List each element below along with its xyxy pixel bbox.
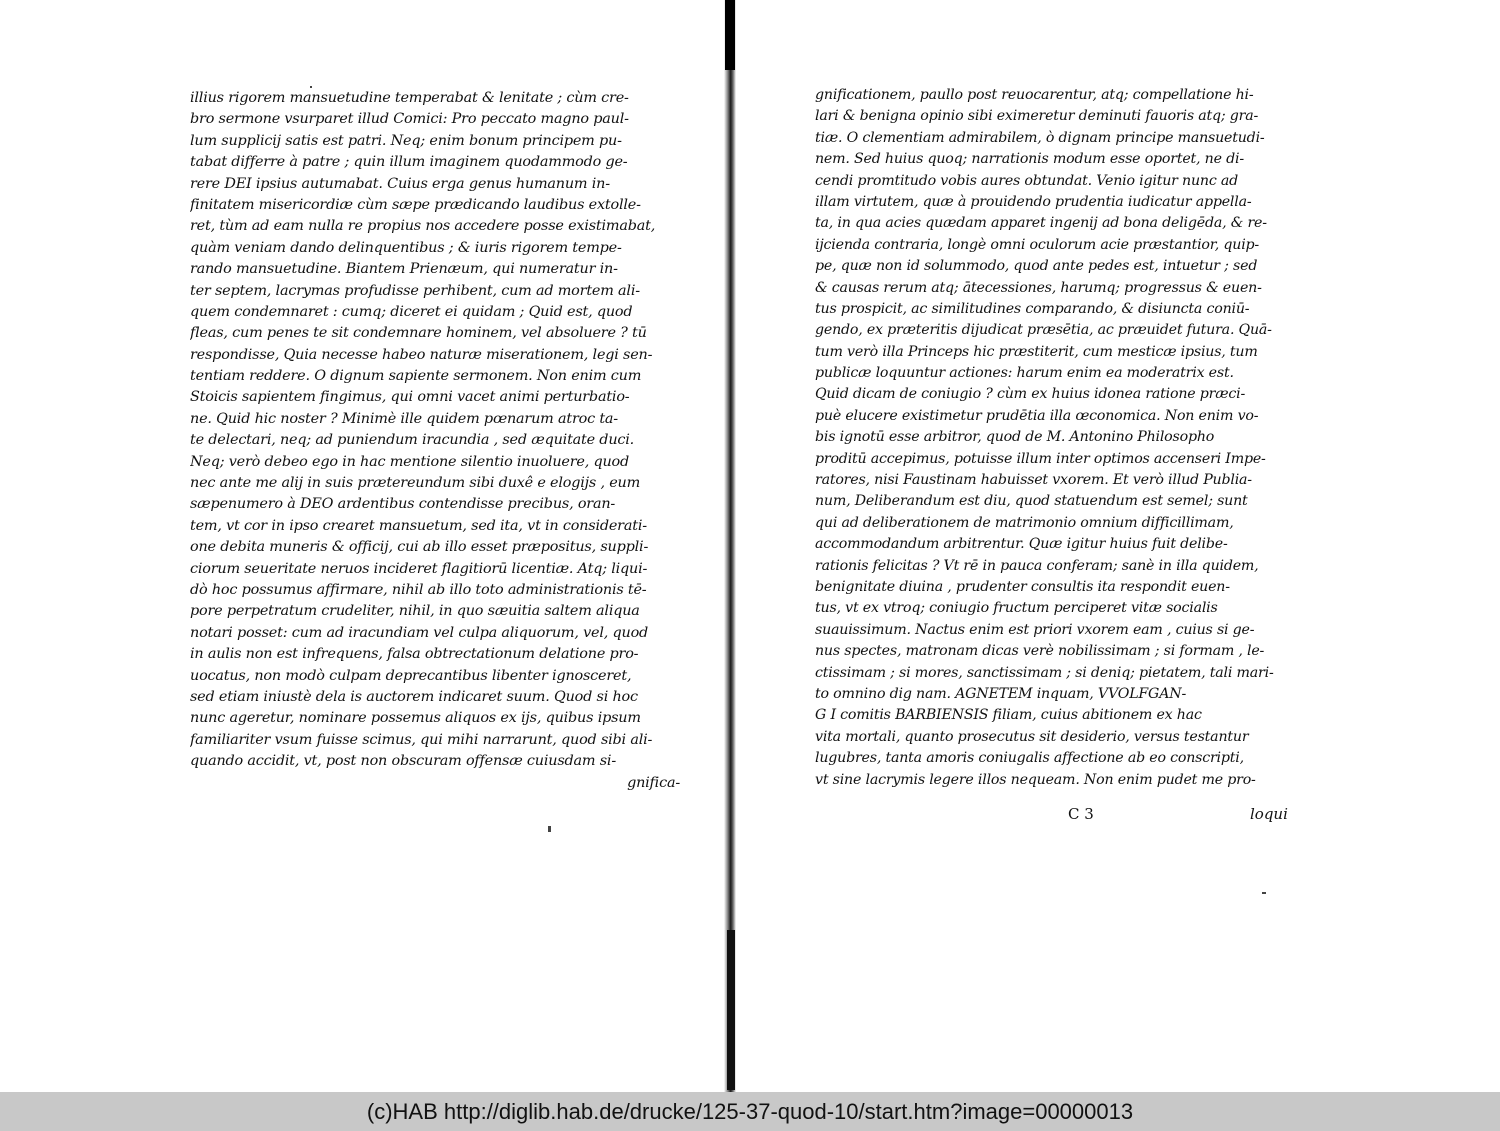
right-line: bis ignotū esse arbitror, quod de M. Antonino Philosopho — [815, 429, 1215, 446]
left-line: fleas, cum penes te sit condemnare hominem, vel absoluere ? tū — [190, 325, 647, 342]
left-line: ciorum seueritate neruos incideret flagitiorū licentiæ. Atq; liqui- — [190, 560, 648, 577]
right-line: ta, in qua acies quædam apparet ingenij ad bona deligēda, & re- — [815, 215, 1267, 232]
left-line: uocatus, non modò culpam deprecantibus libenter ignosceret, — [190, 667, 632, 684]
right-line: pe, quæ non id solummodo, quod ante pedes est, intuetur ; sed — [815, 258, 1258, 275]
left-line: sed etiam iniustè dela is auctorem indicaret suum. Quod si hoc — [190, 688, 638, 705]
gutter-bottom-shadow — [727, 930, 735, 1090]
left-line: lum supplicij satis est patri. Neq; enim bonum principem pu- — [190, 132, 622, 149]
right-line: nem. Sed huius quoq; narrationis modum esse oportet, ne di- — [815, 151, 1244, 168]
right-line: vt sine lacrymis legere illos nequeam. Non enim pudet me pro- — [815, 771, 1256, 788]
print-speck — [310, 86, 312, 88]
right-line: gendo, ex præteritis dijudicat præsētia, ac præuidet futura. Quā- — [815, 322, 1272, 339]
print-speck — [1262, 892, 1266, 894]
left-line: Stoicis sapientem fingimus, qui omni vacet animi perturbatio- — [190, 389, 630, 406]
right-line: ratores, nisi Faustinam habuisset vxorem. Et verò illud Publia- — [815, 472, 1252, 489]
left-page — [190, 88, 680, 794]
right-line: publicæ loquuntur actiones: harum enim ea moderatrix est. — [815, 365, 1234, 382]
left-line: dò hoc possumus affirmare, nihil ab illo toto administrationis tē- — [190, 581, 647, 598]
attribution-bar — [0, 1092, 1500, 1131]
attribution-caption: (c)HAB http://diglib.hab.de/drucke/125-37-quod-10/start.htm?image=00000013 — [366, 1098, 1134, 1124]
left-line: quàm veniam dando delinquentibus ; & iuris rigorem tempe- — [190, 239, 622, 256]
right-line: nus spectes, matronam dicas verè nobilissimam ; si formam , le- — [815, 643, 1265, 660]
left-line: tentiam reddere. O dignum sapiente sermonem. Non enim cum — [190, 368, 642, 385]
right-line: tus prospicit, ac similitudines comparando, & disiuncta coniū- — [815, 300, 1250, 317]
right-line: benignitate diuina , prudenter consultis ita respondit euen- — [815, 578, 1230, 595]
right-line: & causas rerum atq; ātecessiones, harumq; progressus & euen- — [815, 279, 1262, 296]
left-line: ret, tùm ad eam nulla re propius nos accedere posse existimabat, — [190, 218, 656, 235]
right-line: tum verò illa Princeps hic præstiterit, cum mesticæ ipsius, tum — [815, 343, 1258, 360]
right-line: vita mortali, quanto prosecutus sit desiderio, versus testantur — [815, 728, 1249, 745]
gutter-top-shadow — [725, 0, 735, 70]
right-line: qui ad deliberationem de matrimonio omnium difficillimam, — [815, 514, 1234, 531]
right-line: to omnino dig nam. AGNETEM inquam, VVOLFGAN- — [815, 685, 1187, 702]
right-line: ctissimam ; si mores, sanctissimam ; si deniq; pietatem, tali mari- — [815, 664, 1274, 681]
right-page — [815, 85, 1297, 791]
right-line: Quid dicam de coniugio ? cùm ex huius idonea ratione præci- — [815, 386, 1246, 403]
left-line: nec ante me alij in suis prætereundum sibi duxê e elogijs , eum — [190, 475, 641, 492]
print-speck — [548, 826, 551, 832]
left-catchword: gnifica- — [627, 774, 680, 791]
left-line: notari posset: cum ad iracundiam vel culpa aliquorum, vel, quod — [190, 624, 649, 641]
left-line: quem condemnaret : cumq; diceret ei quidam ; Quid est, quod — [190, 303, 633, 320]
right-line: illam virtutem, quæ à prouidendo prudentia iudicatur appella- — [815, 193, 1252, 210]
left-line: nunc ageretur, nominare possemus aliquos ex ijs, quibus ipsum — [190, 710, 641, 727]
right-line: lugubres, tanta amoris coniugalis affectione ab eo conscripti, — [815, 750, 1244, 767]
right-line: gnificationem, paullo post reuocarentur, atq; compellatione hi- — [815, 87, 1254, 103]
right-line: proditū accepimus, potuisse illum inter optimos accenseri Impe- — [815, 450, 1266, 467]
right-line: puè elucere existimetur prudētia illa œconomica. Non enim vo- — [815, 407, 1259, 424]
right-line: rationis felicitas ? Vt rē in pauca conferam; sanè in illa quidem, — [815, 557, 1259, 574]
book-gutter — [724, 0, 736, 1092]
left-line: familiariter vsum fuisse scimus, qui mihi narrarunt, quod sibi ali- — [190, 731, 653, 748]
left-line: in aulis non est infrequens, falsa obtrectationum delatione pro- — [190, 646, 639, 663]
left-line: quando accidit, vt, post non obscuram offensæ cuiusdam si- — [190, 753, 616, 770]
left-line: sæpenumero à DEO ardentibus contendisse precibus, oran- — [190, 496, 616, 513]
left-line: tabat differre à patre ; quin illum imaginem quodammodo ge- — [190, 154, 628, 171]
right-line: tiæ. O clementiam admirabilem, ò dignam principe mansuetudi- — [815, 129, 1265, 146]
right-catchword: loqui — [1250, 805, 1288, 823]
right-line: cendi promtitudo vobis aures obtundat. Venio igitur nunc ad — [815, 172, 1239, 189]
right-line: accommodandum arbitrentur. Quæ igitur huius fuit delibe- — [815, 536, 1228, 553]
signature-mark: C 3 — [1068, 805, 1094, 823]
right-line: G I comitis BARBIENSIS filiam, cuius abitionem ex hac — [815, 707, 1202, 724]
left-line: tem, vt cor in ipso crearet mansuetum, sed ita, vt in considerati- — [190, 517, 647, 534]
left-line: bro sermone vsurparet illud Comici: Pro peccato magno paul- — [190, 111, 629, 128]
right-line: lari & benigna opinio sibi eximeretur deminuti fauoris atq; gra- — [815, 108, 1259, 125]
left-line: Neq; verò debeo ego in hac mentione silentio inuoluere, quod — [190, 453, 630, 470]
left-line: respondisse, Quia necesse habeo naturæ miserationem, legi sen- — [190, 346, 653, 363]
left-line: finitatem misericordiæ cùm sæpe prædicando laudibus extolle- — [190, 196, 641, 213]
left-line: te delectari, neq; ad puniendum iracundia , sed æquitate duci. — [190, 432, 635, 449]
right-line: ijcienda contraria, longè omni oculorum acie præstantior, quip- — [815, 236, 1260, 253]
left-line: illius rigorem mansuetudine temperabat & lenitate ; cùm cre- — [190, 90, 629, 106]
left-line: rando mansuetudine. Biantem Prienæum, qui numeratur in- — [190, 261, 618, 278]
right-line: suauissimum. Nactus enim est priori vxorem eam , cuius si ge- — [815, 621, 1255, 638]
left-line: rere DEI ipsius autumabat. Cuius erga genus humanum in- — [190, 175, 610, 192]
left-line: pore perpetratum crudeliter, nihil, in quo sæuitia saltem aliqua — [190, 603, 640, 620]
left-line: ne. Quid hic noster ? Minimè ille quidem pœnarum atroc ta- — [190, 410, 618, 427]
right-line: num, Deliberandum est diu, quod statuendum est semel; sunt — [815, 493, 1248, 510]
left-line: one debita muneris & officij, cui ab illo esset præpositus, suppli- — [190, 539, 649, 556]
left-line: ter septem, lacrymas profudisse perhibent, cum ad mortem ali- — [190, 282, 640, 299]
right-line: tus, vt ex vtroq; coniugio fructum perciperet vitæ socialis — [815, 600, 1218, 617]
